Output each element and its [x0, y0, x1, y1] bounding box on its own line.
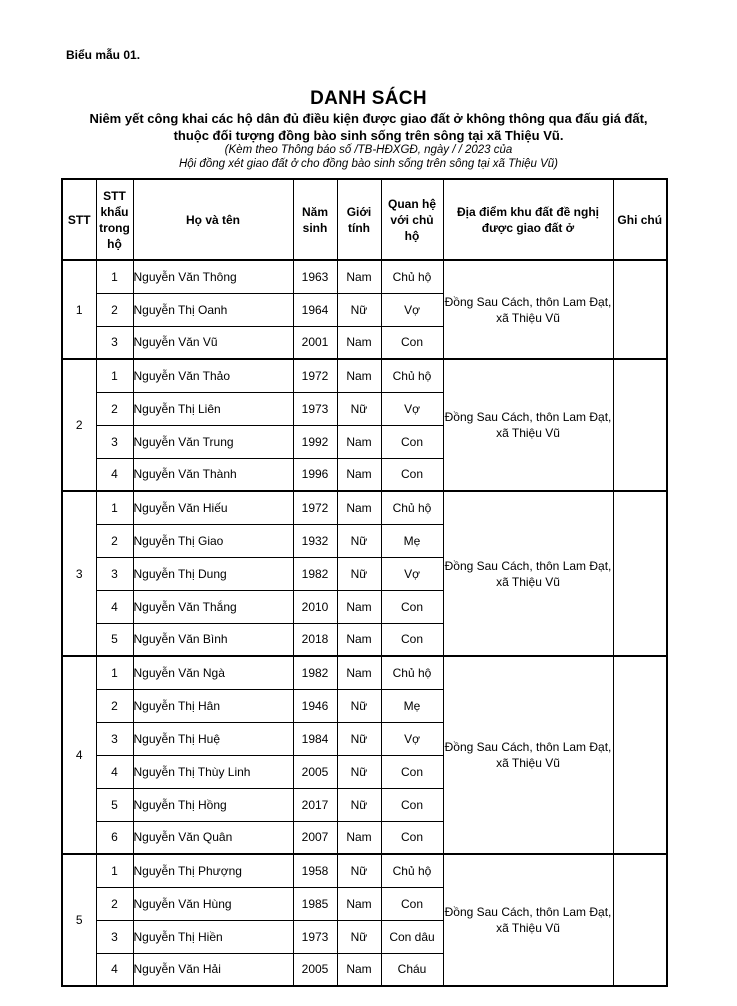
- member-relation: Con: [381, 788, 443, 821]
- member-relation: Con: [381, 623, 443, 656]
- member-number: 4: [96, 755, 133, 788]
- member-gender: Nữ: [337, 557, 381, 590]
- household-note: [613, 359, 667, 491]
- form-label: Biểu mẫu 01.: [66, 48, 141, 62]
- member-number: 1: [96, 491, 133, 524]
- member-number: 3: [96, 425, 133, 458]
- member-birth-year: 1963: [293, 260, 337, 293]
- member-name: Nguyễn Thị Dung: [133, 557, 293, 590]
- member-birth-year: 1996: [293, 458, 337, 491]
- member-number: 6: [96, 821, 133, 854]
- member-name: Nguyễn Văn Hải: [133, 953, 293, 986]
- member-relation: Con: [381, 821, 443, 854]
- table-row: [62, 491, 667, 524]
- household-note: [613, 656, 667, 854]
- member-relation: Con: [381, 425, 443, 458]
- member-gender: Nam: [337, 821, 381, 854]
- member-gender: Nữ: [337, 689, 381, 722]
- member-gender: Nữ: [337, 788, 381, 821]
- household-note: [613, 491, 667, 656]
- household-location: [443, 854, 613, 986]
- table-row: [62, 854, 667, 887]
- location-line-2: xã Thiệu Vũ: [496, 426, 560, 440]
- member-gender: Nam: [337, 260, 381, 293]
- subtitle-line-1: Niêm yết công khai các hộ dân đủ điều kiện được giao đất ở không thông qua đấu giá đất,: [89, 111, 648, 126]
- member-birth-year: 1964: [293, 293, 337, 326]
- household-stt: 3: [62, 491, 96, 656]
- location-line-1: Đồng Sau Cách, thôn Lam Đạt,: [444, 294, 612, 309]
- member-number: 1: [96, 359, 133, 392]
- member-relation: Vợ: [381, 722, 443, 755]
- header-relation: Quan hệ với chủ hộ: [381, 179, 443, 260]
- reference-note-line-2: Hội đồng xét giao đất ở cho đồng bào sinh sống trên sông tại xã Thiệu Vũ): [178, 158, 559, 170]
- member-name: Nguyễn Văn Thành: [133, 458, 293, 491]
- household-note: [613, 854, 667, 986]
- member-relation: Con: [381, 458, 443, 491]
- location-line-2: xã Thiệu Vũ: [496, 921, 560, 935]
- member-name: Nguyễn Văn Bình: [133, 623, 293, 656]
- member-number: 2: [96, 524, 133, 557]
- member-relation: Con: [381, 590, 443, 623]
- header-location: Địa điểm khu đất đề nghị được giao đất ở: [443, 179, 613, 260]
- location-line-2: xã Thiệu Vũ: [496, 310, 560, 325]
- household-list-table: [61, 178, 668, 987]
- member-relation: Cháu: [381, 953, 443, 986]
- table-row: [62, 260, 667, 293]
- member-gender: Nữ: [337, 722, 381, 755]
- member-name: Nguyễn Thị Thùy Linh: [133, 755, 293, 788]
- member-gender: Nữ: [337, 920, 381, 953]
- header-full-name: Họ và tên: [133, 179, 293, 260]
- member-relation: Mẹ: [381, 689, 443, 722]
- member-gender: Nữ: [337, 293, 381, 326]
- member-birth-year: 1946: [293, 689, 337, 722]
- member-name: Nguyễn Văn Hùng: [133, 887, 293, 920]
- member-relation: Vợ: [381, 392, 443, 425]
- table-row: [62, 359, 667, 392]
- member-name: Nguyễn Văn Ngà: [133, 656, 293, 689]
- header-stt: STT: [62, 179, 96, 260]
- household-location: [443, 359, 613, 491]
- household-location: [443, 656, 613, 854]
- member-birth-year: 1973: [293, 920, 337, 953]
- member-gender: Nam: [337, 458, 381, 491]
- member-number: 4: [96, 458, 133, 491]
- member-number: 4: [96, 953, 133, 986]
- member-gender: Nam: [337, 359, 381, 392]
- member-birth-year: 1958: [293, 854, 337, 887]
- member-number: 5: [96, 788, 133, 821]
- location-line-1: Đồng Sau Cách, thôn Lam Đạt,: [444, 740, 612, 754]
- member-name: Nguyễn Văn Hiếu: [133, 491, 293, 524]
- member-number: 2: [96, 689, 133, 722]
- member-number: 3: [96, 557, 133, 590]
- member-gender: Nam: [337, 656, 381, 689]
- member-birth-year: 2010: [293, 590, 337, 623]
- member-birth-year: 1932: [293, 524, 337, 557]
- member-gender: Nữ: [337, 524, 381, 557]
- member-relation: Chủ hộ: [381, 260, 443, 293]
- member-name: Nguyễn Thị Phượng: [133, 854, 293, 887]
- member-relation: Chủ hộ: [381, 656, 443, 689]
- member-gender: Nữ: [337, 755, 381, 788]
- location-line-1: Đồng Sau Cách, thôn Lam Đạt,: [444, 410, 612, 424]
- member-number: 3: [96, 920, 133, 953]
- document-title: DANH SÁCH: [310, 88, 427, 109]
- member-name: Nguyễn Thị Huệ: [133, 722, 293, 755]
- member-gender: Nữ: [337, 392, 381, 425]
- household-stt: 1: [62, 260, 96, 359]
- member-relation: Chủ hộ: [381, 491, 443, 524]
- member-relation: Con: [381, 755, 443, 788]
- member-name: Nguyễn Thị Hồng: [133, 788, 293, 821]
- member-relation: Vợ: [381, 293, 443, 326]
- member-name: Nguyễn Văn Trung: [133, 425, 293, 458]
- member-number: 2: [96, 392, 133, 425]
- member-birth-year: 2007: [293, 821, 337, 854]
- member-number: 1: [96, 854, 133, 887]
- member-name: Nguyễn Văn Thắng: [133, 590, 293, 623]
- member-birth-year: 1972: [293, 491, 337, 524]
- member-gender: Nam: [337, 326, 381, 359]
- member-birth-year: 2017: [293, 788, 337, 821]
- member-birth-year: 1984: [293, 722, 337, 755]
- member-relation: Vợ: [381, 557, 443, 590]
- member-name: Nguyễn Thị Liên: [133, 392, 293, 425]
- member-name: Nguyễn Thị Giao: [133, 524, 293, 557]
- header-gender: Giới tính: [337, 179, 381, 260]
- member-number: 1: [96, 656, 133, 689]
- header-birth-year: Năm sinh: [293, 179, 337, 260]
- location-line-1: Đồng Sau Cách, thôn Lam Đạt,: [444, 558, 612, 573]
- household-stt: 2: [62, 359, 96, 491]
- member-name: Nguyễn Thị Oanh: [133, 293, 293, 326]
- member-number: 5: [96, 623, 133, 656]
- member-name: Nguyễn Thị Hân: [133, 689, 293, 722]
- member-birth-year: 2018: [293, 623, 337, 656]
- member-gender: Nam: [337, 590, 381, 623]
- member-birth-year: 1973: [293, 392, 337, 425]
- member-name: Nguyễn Văn Thông: [133, 260, 293, 293]
- location-line-1: Đồng Sau Cách, thôn Lam Đạt,: [444, 905, 612, 919]
- member-number: 3: [96, 722, 133, 755]
- location-line-2: xã Thiệu Vũ: [496, 574, 560, 589]
- table-header-row: [62, 179, 667, 260]
- member-birth-year: 1992: [293, 425, 337, 458]
- member-birth-year: 1982: [293, 557, 337, 590]
- member-gender: Nam: [337, 887, 381, 920]
- header-stt-in-household: STT khẩu trong hộ: [96, 179, 133, 260]
- table-body: [62, 260, 667, 986]
- member-number: 2: [96, 887, 133, 920]
- member-gender: Nam: [337, 491, 381, 524]
- member-number: 1: [96, 260, 133, 293]
- household-stt: 5: [62, 854, 96, 986]
- household-note: [613, 260, 667, 359]
- member-relation: Mẹ: [381, 524, 443, 557]
- household-stt: 4: [62, 656, 96, 854]
- member-name: Nguyễn Văn Thảo: [133, 359, 293, 392]
- location-line-2: xã Thiệu Vũ: [496, 756, 560, 770]
- reference-note-line-1: (Kèm theo Thông báo số /TB-HĐXGĐ, ngày / / 2023 của: [224, 144, 513, 156]
- member-number: 3: [96, 326, 133, 359]
- member-number: 4: [96, 590, 133, 623]
- member-relation: Con: [381, 887, 443, 920]
- subtitle-line-2: thuộc đối tượng đồng bào sinh sống trên sông tại xã Thiệu Vũ.: [173, 128, 564, 143]
- household-location: [443, 491, 613, 656]
- member-gender: Nam: [337, 953, 381, 986]
- member-gender: Nam: [337, 425, 381, 458]
- member-name: Nguyễn Văn Quân: [133, 821, 293, 854]
- member-relation: Chủ hộ: [381, 359, 443, 392]
- member-birth-year: 2005: [293, 953, 337, 986]
- member-birth-year: 2001: [293, 326, 337, 359]
- member-number: 2: [96, 293, 133, 326]
- member-relation: Con: [381, 326, 443, 359]
- member-name: Nguyễn Văn Vũ: [133, 326, 293, 359]
- household-location: [443, 260, 613, 359]
- member-birth-year: 1982: [293, 656, 337, 689]
- member-birth-year: 1985: [293, 887, 337, 920]
- header-note: Ghi chú: [613, 179, 667, 260]
- member-gender: Nữ: [337, 854, 381, 887]
- member-gender: Nam: [337, 623, 381, 656]
- table-row: [62, 656, 667, 689]
- member-relation: Chủ hộ: [381, 854, 443, 887]
- member-relation: Con dâu: [381, 920, 443, 953]
- member-birth-year: 2005: [293, 755, 337, 788]
- member-birth-year: 1972: [293, 359, 337, 392]
- member-name: Nguyễn Thị Hiền: [133, 920, 293, 953]
